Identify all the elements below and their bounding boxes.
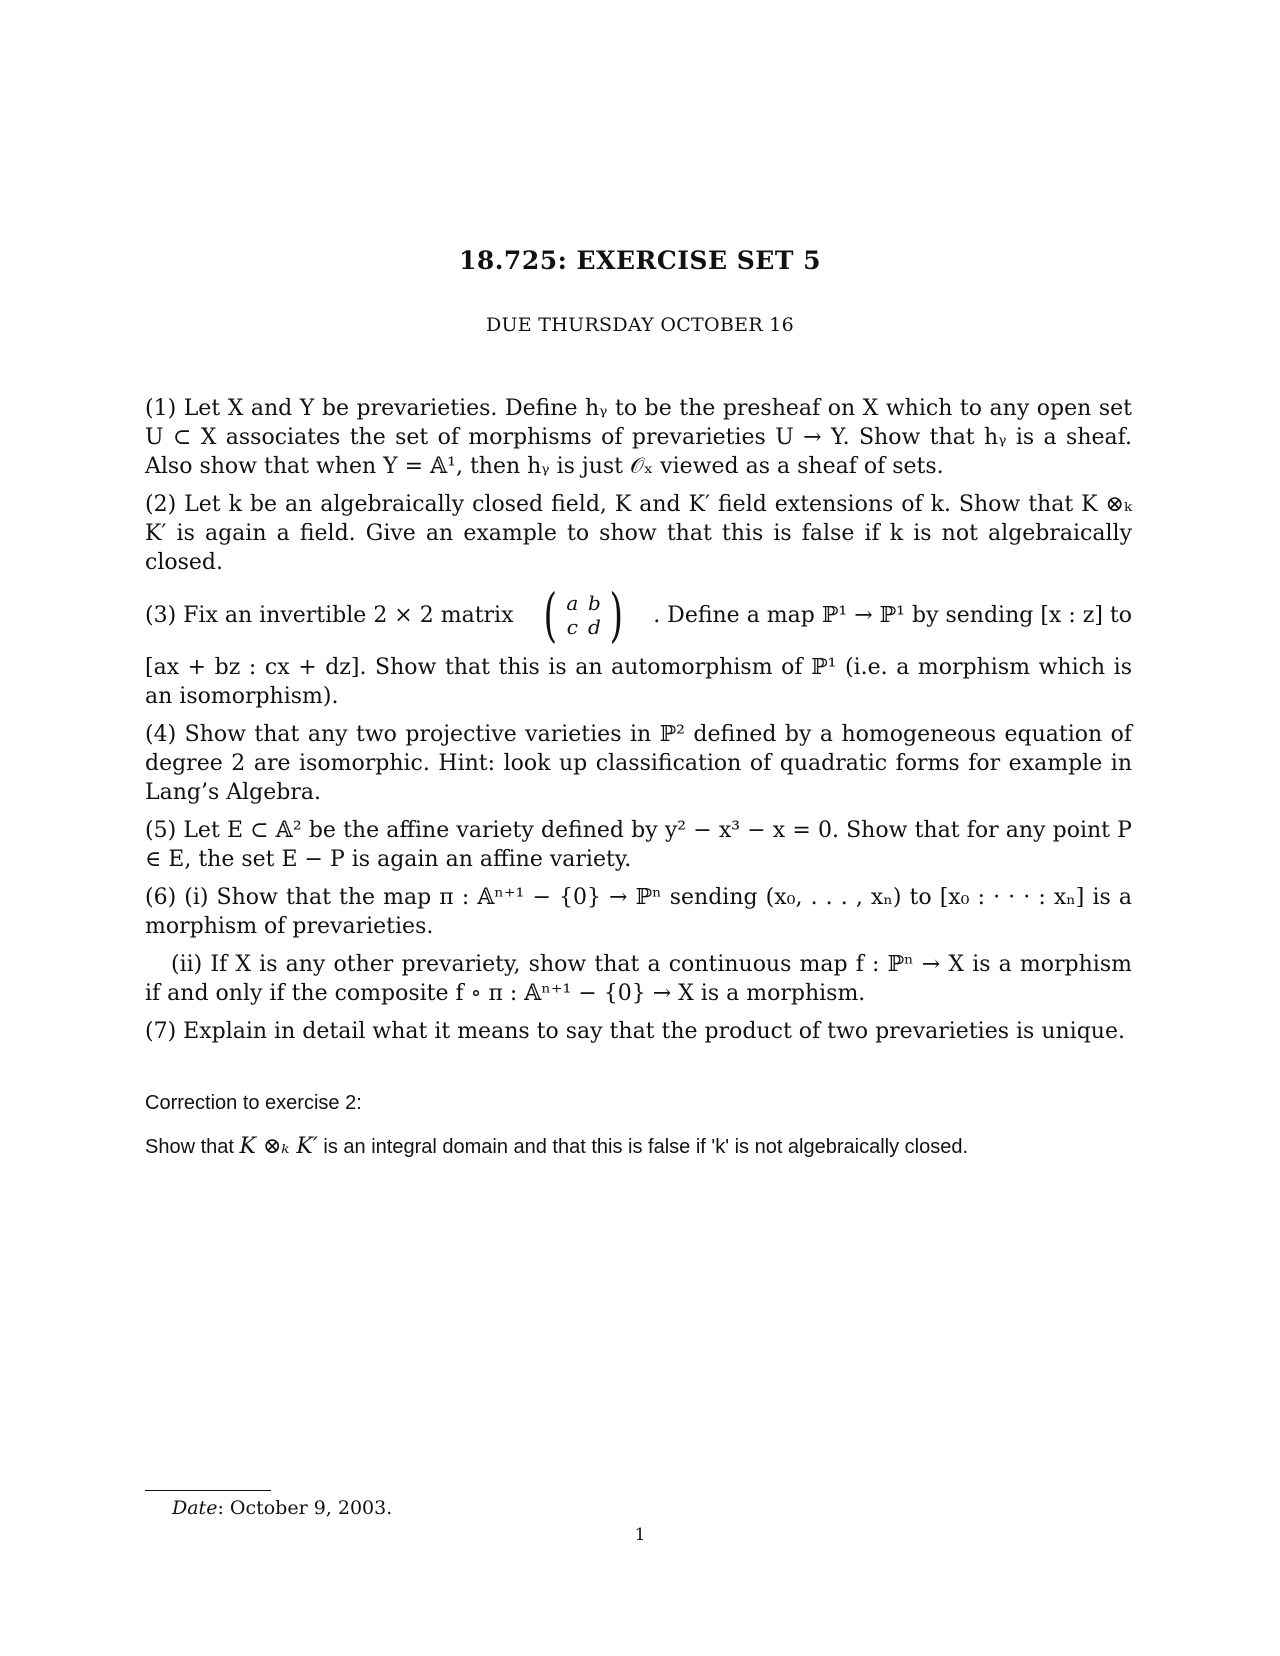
footnote-label: Date [172, 1497, 218, 1519]
matrix-right-paren: ) [609, 581, 624, 649]
matrix-entry-c: c [566, 615, 578, 639]
correction-body [145, 1134, 1145, 1159]
exercise-6-i: (6) (i) Show that the map π : 𝔸ⁿ⁺¹ − {0} → ℙⁿ sending (x₀, . . . , xₙ) to [x₀ : · · · : xₙ] is a morphism of prevarieties. [145, 885, 1132, 939]
exercise-2: (2) Let k be an algebraically closed field, K and K′ field extensions of k. Show that K ⊗ₖ K′ is again a field. Give an example to show that this is false if k is not algebraically closed. [145, 492, 1132, 575]
matrix-left-paren: ( [543, 581, 557, 649]
exercise-6-ii: (ii) If X is any other prevariety, show that a continuous map f : ℙⁿ → X is a morphism if and only if the composite f ∘ π : 𝔸ⁿ⁺¹ − {0} → X is a morphism. [145, 952, 1132, 1006]
page-number: 1 [634, 1525, 646, 1545]
exercise-1: (1) Let X and Y be prevarieties. Define hᵧ to be the presheaf on X which to any open set U ⊂ X associates the set of morphisms of prevarieties U → Y. Show that hᵧ is a sheaf. Also show that when Y = 𝔸¹, then hᵧ is just 𝒪ₓ viewed as a sheaf of sets. [145, 396, 1132, 479]
exercise-4: (4) Show that any two projective varieties in ℙ² defined by a homogeneous equation of degree 2 are isomorphic. Hint: look up classification of quadratic forms for example in Lang’s Algebra. [145, 722, 1132, 805]
exercise-3-line-1 [145, 581, 1132, 649]
page-title: 18.725: EXERCISE SET 5 [458, 246, 822, 275]
page-subtitle: DUE THURSDAY OCTOBER 16 [485, 314, 795, 336]
matrix-entry-a: a [566, 591, 579, 615]
exercise-3-intro: (3) Fix an invertible 2 × 2 matrix [145, 602, 514, 628]
exercise-list [145, 394, 1132, 1055]
correction-prefix: Show that [145, 1136, 234, 1158]
matrix [539, 581, 628, 649]
matrix-entry-b: b [587, 591, 601, 615]
correction-suffix: is an integral domain and that this is false if 'k' is not algebraically closed. [323, 1136, 969, 1158]
correction-heading: Correction to exercise 2: [145, 1092, 362, 1114]
exercise-3-map: . Define a map ℙ¹ → ℙ¹ by sending [x : z] to [653, 602, 1132, 628]
matrix-entry-d: d [587, 615, 601, 639]
correction-math: K ⊗ₖ K′ [239, 1134, 318, 1159]
matrix-entries [561, 591, 605, 639]
footnote-text: : October 9, 2003. [217, 1497, 393, 1519]
exercise-5: (5) Let E ⊂ 𝔸² be the affine variety defined by y² − x³ − x = 0. Show that for any point P ∈ E, the set E − P is again an affine variety. [145, 818, 1132, 872]
exercise-3-continued: [ax + bz : cx + dz]. Show that this is an automorphism of ℙ¹ (i.e. a morphism which is an isomorphism). [145, 655, 1132, 709]
footnote-rule [145, 1490, 271, 1491]
footnote [172, 1497, 392, 1519]
exercise-7: (7) Explain in detail what it means to say that the product of two prevarieties is unique. [145, 1019, 1125, 1044]
